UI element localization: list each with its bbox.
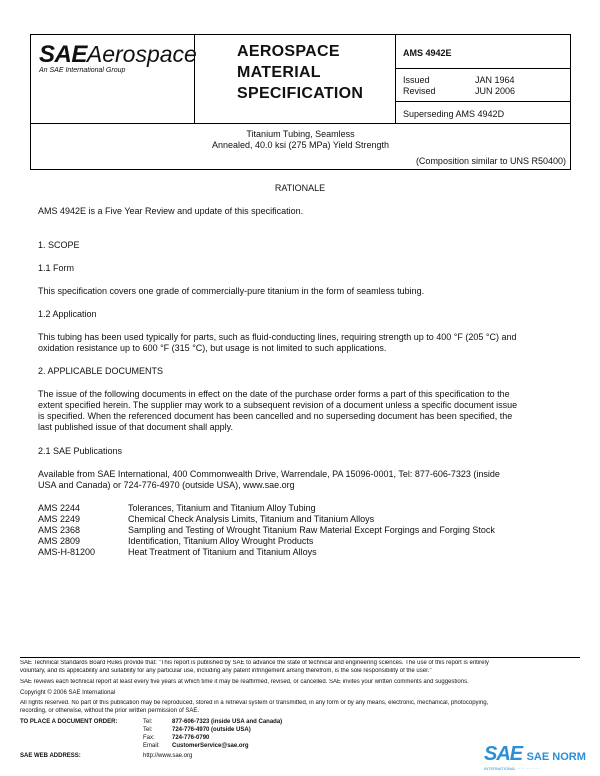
scope-heading: 1. SCOPE <box>38 240 80 250</box>
doc-title: Identification, Titanium Alloy Wrought Products <box>128 536 314 546</box>
spec-title-line-1: AEROSPACE <box>237 43 340 60</box>
watermark-sub: INTERNATIONAL · · · · · · · · · · <box>484 766 540 771</box>
doc-title: Chemical Check Analysis Limits, Titanium and Titanium Alloys <box>128 514 375 524</box>
composition-note: (Composition similar to UNS R50400) <box>415 156 566 166</box>
availability-line-2: USA and Canada) or 724-776-4970 (outside USA), www.sae.org <box>38 480 295 490</box>
revised-date: JUN 2006 <box>475 86 516 96</box>
form-text: This specification covers one grade of commercially-pure titanium in the form of seamless tubing. <box>38 286 425 296</box>
tel2-value: 724-776-4970 (outside USA) <box>172 727 251 733</box>
doc-code: AMS 2368 <box>38 525 81 535</box>
doc-code: AMS 2244 <box>38 503 81 513</box>
availability-line-1: Available from SAE International, 400 Commonwealth Drive, Warrendale, PA 15096-0001, Tel: 877-606-7323 (inside <box>38 469 500 479</box>
doc-code: AMS 2809 <box>38 536 81 546</box>
issued-date: JAN 1964 <box>475 75 515 85</box>
application-heading: 1.2 Application <box>38 309 97 319</box>
footer-review: SAE reviews each technical report at least every five years at which time it may be reaffirmed, revised, or cancelled. SAE invites your written comments and suggestions. <box>20 679 469 685</box>
footer-rules-line-1: SAE Technical Standards Board Rules provide that: "This report is published by SAE to advance the state of technical and engineering sciences. The use of this report is entirely <box>20 660 489 666</box>
footer-rights-line-2: recording, or otherwise, without the prior written permission of SAE. <box>20 708 200 714</box>
logo-tagline: An SAE International Group <box>39 67 126 74</box>
doc-code: AMS-H-81200 <box>38 547 96 557</box>
fax-label: Fax: <box>143 735 155 741</box>
header-divider-2 <box>395 35 396 123</box>
subject-line-1: Titanium Tubing, Seamless <box>246 129 355 139</box>
doc-title: Sampling and Testing of Wrought Titanium Raw Material Except Forgings and Forging Stock <box>128 525 495 535</box>
tel-value: 877-606-7323 (inside USA and Canada) <box>172 719 283 725</box>
sae-publications-heading: 2.1 SAE Publications <box>38 446 123 456</box>
doc-title: Heat Treatment of Titanium and Titanium Alloys <box>128 547 317 557</box>
applicable-heading: 2. APPLICABLE DOCUMENTS <box>38 366 164 376</box>
applicable-line-2: extent specified herein. The supplier may work to a subsequent revision of a document unless a specific document issue <box>38 400 518 410</box>
web-label: SAE WEB ADDRESS: <box>20 753 81 759</box>
fax-value: 724-776-0790 <box>172 735 210 741</box>
footer-copyright: Copyright © 2006 SAE International <box>20 690 116 696</box>
application-line-2: oxidation resistance up to 600 °F (315 °C), but usage is not limited to such applications. <box>38 343 387 353</box>
doc-title: Tolerances, Titanium and Titanium Alloy Tubing <box>128 503 316 513</box>
email-label: Email: <box>143 743 160 749</box>
revised-label: Revised <box>403 86 436 96</box>
footer-rights-line-1: All rights reserved. No part of this publication may be reproduced, stored in a retrieval system or transmitted, in any form or by any means, electronic, mechanical, photocopying, <box>20 700 489 706</box>
logo-bold: SAE <box>39 41 87 68</box>
logo-rest: Aerospace <box>86 41 197 67</box>
footer-rule <box>20 657 580 658</box>
watermark-text: SAE NORM <box>526 751 586 763</box>
tel2-label: Tel: <box>143 727 153 733</box>
rationale-text: AMS 4942E is a Five Year Review and update of this specification. <box>38 206 304 216</box>
spec-title <box>237 41 363 104</box>
issued-label: Issued <box>403 75 430 85</box>
header-hline-2 <box>395 101 570 102</box>
applicable-line-4: last published issue of that document shall apply. <box>38 422 233 432</box>
form-heading: 1.1 Form <box>38 263 75 273</box>
spec-title-line-2: MATERIAL <box>237 64 321 81</box>
order-label: TO PLACE A DOCUMENT ORDER: <box>20 719 118 725</box>
rationale-heading: RATIONALE <box>274 183 326 193</box>
watermark-mark: SAE <box>484 743 523 765</box>
tel-label: Tel: <box>143 719 153 725</box>
application-line-1: This tubing has been used typically for parts, such as fluid-conducting lines, requiring strength up to 400 °F (205 °C) and <box>38 332 517 342</box>
superseding: Superseding AMS 4942D <box>403 109 505 119</box>
header-hline-1 <box>395 68 570 69</box>
email-value: CustomerService@sae.org <box>172 743 249 749</box>
subject-box <box>30 123 571 170</box>
subject-line-2: Annealed, 40.0 ksi (275 MPa) Yield Strength <box>211 140 390 150</box>
footer-rules-line-2: voluntary, and its applicability and suitability for any particular use, including any patent infringement arising therefrom, is the sole responsibility of the user." <box>20 668 432 674</box>
header-box <box>30 34 571 124</box>
sae-norm-watermark <box>484 743 586 766</box>
applicable-line-1: The issue of the following documents in effect on the date of the purchase order forms a part of this specification to the <box>38 389 510 399</box>
doc-number: AMS 4942E <box>403 48 452 58</box>
doc-code: AMS 2249 <box>38 514 81 524</box>
sae-logo <box>39 41 197 69</box>
web-value: http://www.sae.org <box>143 753 193 759</box>
spec-title-line-3: SPECIFICATION <box>237 85 364 102</box>
applicable-line-3: is specified. When the referenced document has been cancelled and no superseding document has been specified, the <box>38 411 513 421</box>
